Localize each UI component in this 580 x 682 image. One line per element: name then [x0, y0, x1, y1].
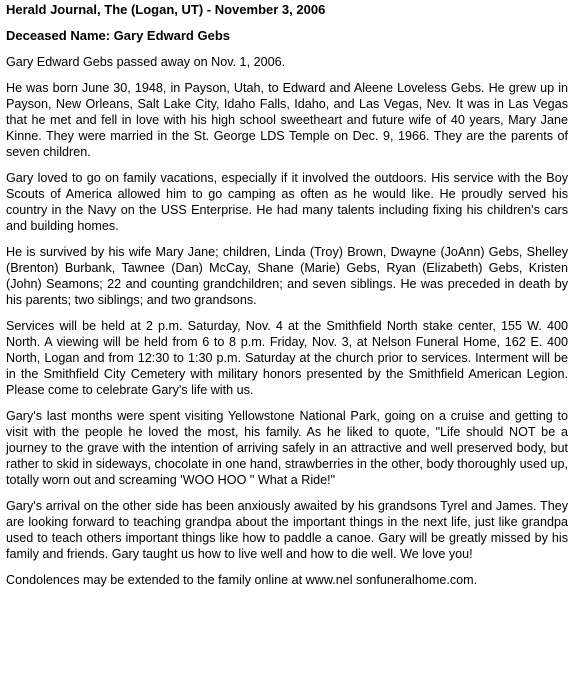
- paragraph-grandsons: Gary's arrival on the other side has been anxiously awaited by his grandsons Tyrel and James. They are looking forward to teaching grandpa about the important things in the next life, just like grandpa used to teach others important things like how to paddle a canoe. Gary will be greatly missed by his family and friends. Gary taught us how to live well and how to die well. We love you!: [6, 499, 568, 561]
- paragraph-condolences: Condolences may be extended to the family online at www.nel sonfuneralhome.com.: [6, 573, 478, 587]
- deceased-name: Deceased Name: Gary Edward Gebs: [6, 28, 230, 43]
- publication-heading: Herald Journal, The (Logan, UT) - November 3, 2006: [6, 2, 326, 17]
- paragraph-survivors: He is survived by his wife Mary Jane; children, Linda (Troy) Brown, Dwayne (JoAnn) Gebs, Shelley (Brenton) Burbank, Tawnee (Dan) McCay, Shane (Marie) Gebs, Ryan (Elizabeth) Gebs, Kristen (John) Seamons; 22 and counting grandchildren; and seven siblings. He was preceded in death by his parents; two siblings; and two grandsons.: [6, 245, 568, 307]
- paragraph-biography: He was born June 30, 1948, in Payson, Utah, to Edward and Aleene Loveless Gebs. He grew up in Payson, New Orleans, Salt Lake City, Idaho Falls, Idaho, and Las Vegas, Nev. It was in Las Vegas that he met and fell in love with his high school sweetheart and future wife of 40 years, Mary Jane Kinne. They were married in the St. George LDS Temple on Dec. 9, 1966. They are the parents of seven children.: [6, 81, 568, 159]
- paragraph-passing: Gary Edward Gebs passed away on Nov. 1, 2006.: [6, 55, 286, 69]
- paragraph-interests: Gary loved to go on family vacations, especially if it involved the outdoors. His service with the Boy Scouts of America allowed him to go camping as often as he would like. He proudly served his country in the Navy on the USS Enterprise. He had many talents including fixing his children's cars and building homes.: [6, 171, 568, 233]
- paragraph-last-months: Gary's last months were spent visiting Yellowstone National Park, going on a cruise and getting to visit with the people he loved the most, his family. As he liked to quote, "Life should NOT be a journey to the grave with the intention of arriving safely in an attractive and well preserved body, but rather to skid in sideways, chocolate in one hand, strawberries in the other, body thoroughly used up, totally worn out and screaming 'WOO HOO " What a Ride!": [6, 409, 568, 487]
- paragraph-services: Services will be held at 2 p.m. Saturday, Nov. 4 at the Smithfield North stake center, 155 W. 400 North. A viewing will be held from 6 to 8 p.m. Friday, Nov. 3, at Nelson Funeral Home, 162 E. 400 North, Logan and from 12:30 to 1:30 p.m. Saturday at the church prior to services. Interment will be in the Smithfield City Cemetery with military honors presented by the Smithfield American Legion. Please come to celebrate Gary's life with us.: [6, 319, 568, 397]
